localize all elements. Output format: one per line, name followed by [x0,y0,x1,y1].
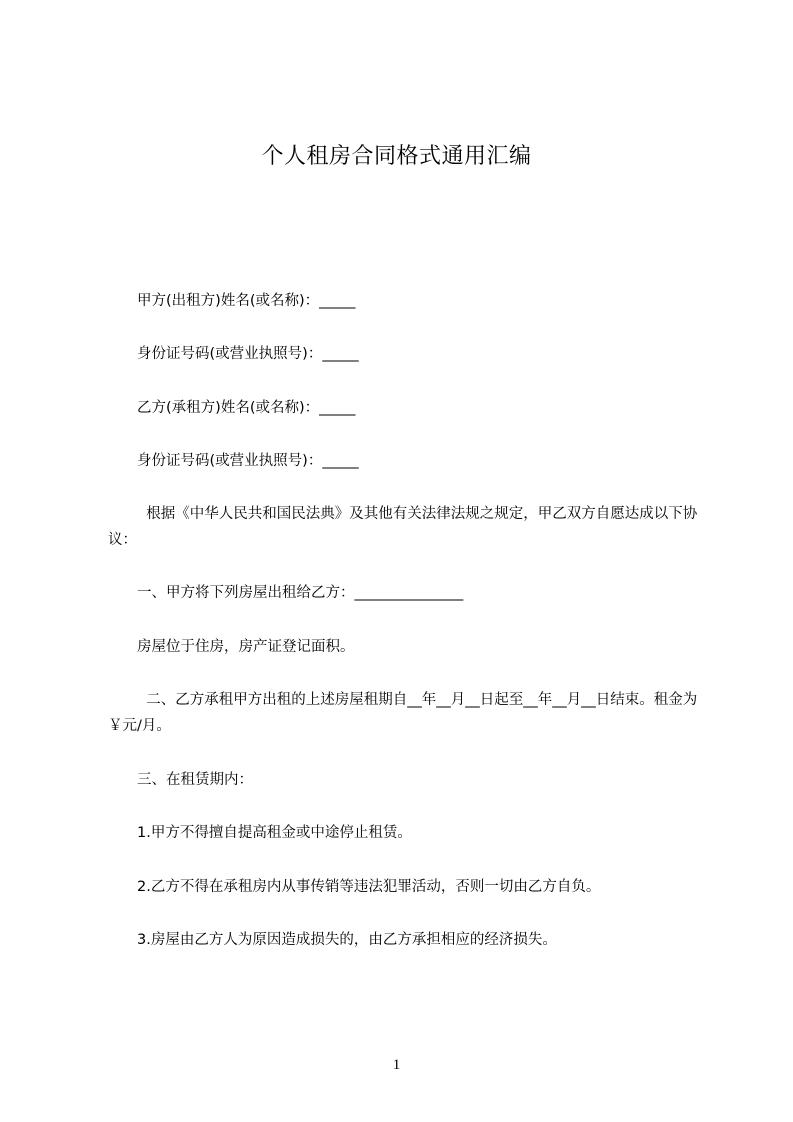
clause-3-item-2: 2.乙方不得在承租房内从事传销等违法犯罪活动，否则一切由乙方自负。 [137,879,601,895]
property-location-line: 房屋位于住房，房产证登记面积。 [137,639,355,655]
clause-3-item-3: 3.房屋由乙方人为原因造成损失的，由乙方承担相应的经济损失。 [137,932,557,948]
document-title: 个人租房合同格式通用汇编 [261,144,532,169]
party-a-id-line: 身份证号码(或营业执照号)：_____ [137,346,359,362]
clause-3-heading: 三、在租赁期内： [137,772,253,788]
party-a-name-line: 甲方(出租方)姓名(或名称)：_____ [137,293,356,309]
page-number: 1 [392,1057,401,1073]
legal-basis-paragraph: 根据《中华人民共和国民法典》及其他有关法律法规之规定，甲乙双方自愿达成以下协议： [108,506,698,548]
clause-1-heading: 一、甲方将下列房屋出租给乙方：_______________ [137,585,464,601]
party-b-id-line: 身份证号码(或营业执照号)：_____ [137,453,359,469]
clause-2-paragraph: 二、乙方承租甲方出租的上述房屋租期自__年__月__日起至__年__月__日结束。租金为￥元/月。 [108,692,698,734]
clause-3-item-1: 1.甲方不得擅自提高租金或中途停止租赁。 [137,825,412,841]
party-b-name-line: 乙方(承租方)姓名(或名称)：_____ [137,400,356,416]
